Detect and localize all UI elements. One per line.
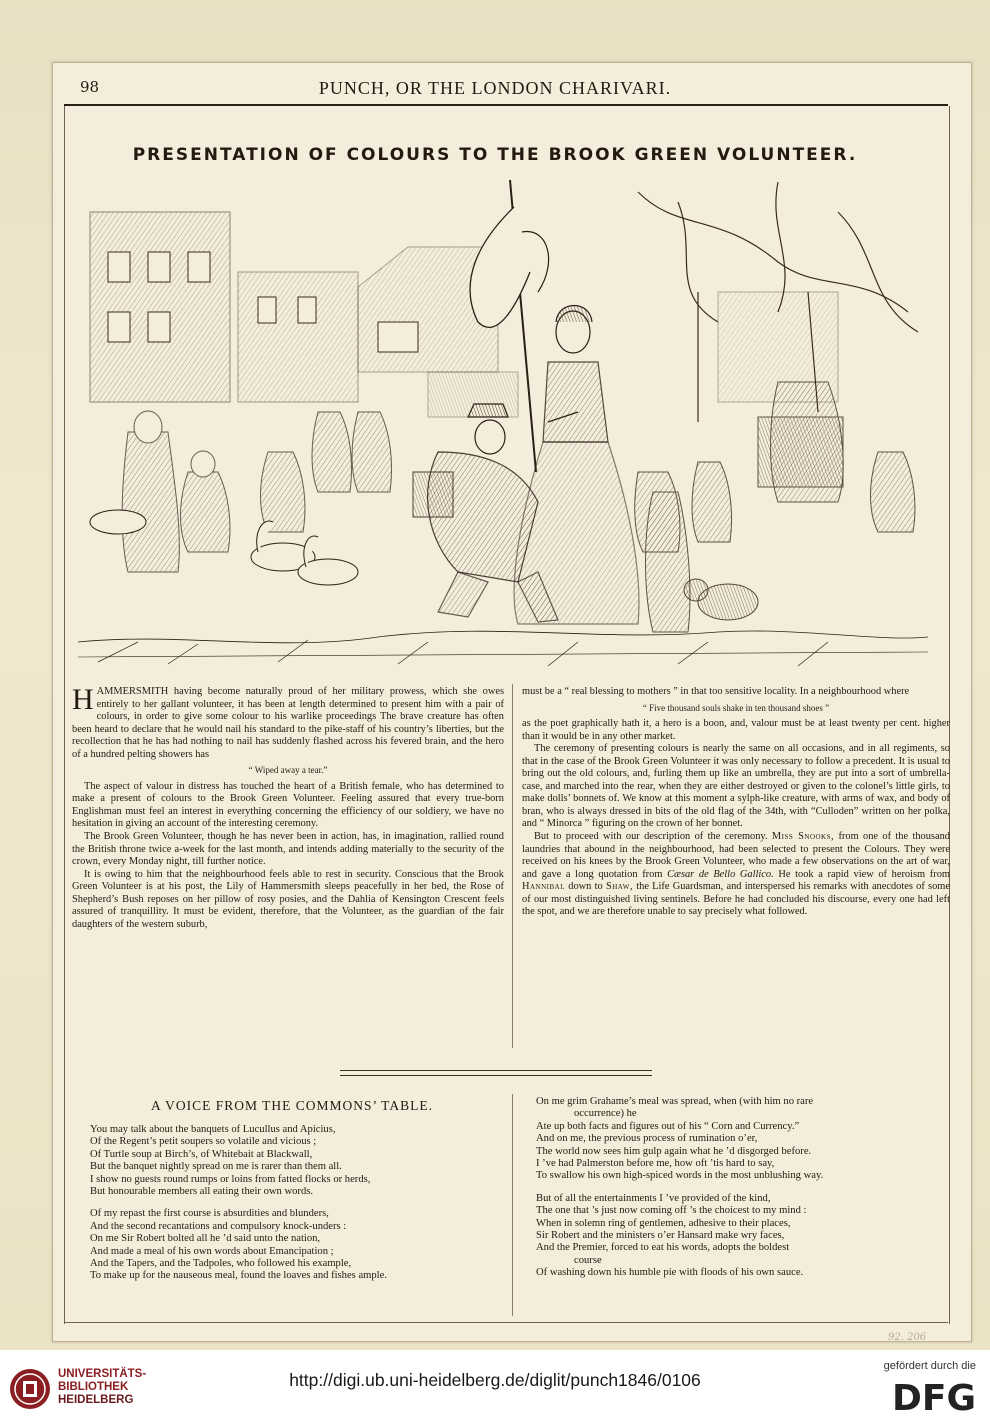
poem-line: When in solemn ring of gentlemen, adhesive to their places,: [536, 1217, 791, 1229]
page-bottom-rule: [64, 1322, 948, 1323]
ground: [78, 631, 928, 666]
poem-line: On me grim Grahame’s meal was spread, when (with him no rare: [536, 1096, 814, 1107]
institution-name: UNIVERSITÄTS- BIBLIOTHEK HEIDELBERG: [58, 1368, 147, 1406]
poem-line: You may talk about the banquets of Lucullus and Apicius,: [90, 1124, 336, 1135]
name-small-caps: Shaw,: [605, 881, 633, 893]
poem-line: The world now sees him gulp again what he ’d disgorged before.: [536, 1145, 812, 1157]
cartoon-title: PRESENTATION OF COLOURS TO THE BROOK GREEN VOLUNTEER.: [132, 145, 858, 165]
poem-line: The one that ’s just now coming off ’s the choicest to my mind :: [536, 1205, 807, 1217]
poem-line: But of all the entertainments I ’ve provided of the kind,: [536, 1192, 771, 1204]
paragraph: The ceremony of presenting colours is nearly the same on all occasions, and in all regiments, so that in the case of the Brook Green Volunteer it was only necessary to follow a precedent. It is usual to bring out the old colours, and, furling them up like an umbrella, they are put into a sort of umbrella-case, and marched into the rear, when they are either destroyed or given to the colonel’s little girls, to make dolls’ bonnets of. We know at this moment a sylph-like creature, with arms of wax, and body of bran, who is always dressed in bits of the old flag of the 34th, with “Culloden” written on her polka, and “ Minorca ” figuring on the crown of her bonnet.: [522, 743, 950, 830]
buildings: [90, 212, 518, 417]
paragraph: The Brook Green Volunteer, though he has never been in action, has, in imagination, rallied round the British throne twice a-week for the last month, and intends adding materially to the security of the crown, every Monday night, till further notice.: [72, 831, 504, 868]
engraving-svg: [78, 172, 928, 670]
poem-line: But honourable members all eating their own words.: [90, 1186, 314, 1198]
poem-line: I show no guests round rumps or loins from fatted flocks or herds,: [90, 1173, 371, 1185]
paragraph: as the poet graphically hath it, a hero is a boon, and, valour must be at least twenty per cent. higher than it would be in any other market.: [522, 718, 950, 742]
poem-stanza: [90, 1208, 508, 1282]
poem-line: Of the Regent’s petit soupers so volatile and vicious ;: [90, 1136, 317, 1148]
dfg-logo-text: DFG: [892, 1378, 976, 1414]
poem-line: And made a meal of his own words about Emancipation ;: [90, 1245, 334, 1257]
children-right: [635, 382, 915, 632]
name-small-caps: Miss Snooks,: [771, 831, 835, 843]
poem-line: And the Tapers, and the Tadpoles, who followed his example,: [90, 1258, 352, 1270]
poem-line: And on me, the previous process of rumination o’er,: [536, 1133, 758, 1145]
name-small-caps: Hannibal: [522, 881, 566, 893]
poem-right-column: [536, 1096, 946, 1290]
latin-title: Cæsar de Bello Gallico.: [667, 868, 774, 880]
paragraph: It is owing to him that the neighbourhood feels able to rest in security. Conscious that the Brook Green Volunteer is at his post, the Lily of Hammersmith sleeps peacefully in her bed, the Rose of Shepherd’s Bush reposes on her pillow of rosy posies, and the Dahlia of Kensington Crescent feels assured of tranquillity. It must be evident, therefore, that the Volunteer, as the guardian of the fair daughters of the western suburb,: [72, 868, 504, 930]
running-head: PUNCH, OR THE LONDON CHARIVARI.: [318, 78, 672, 98]
poem-line: occurrence) he: [574, 1108, 637, 1120]
paragraph: The aspect of valour in distress has touched the heart of a British female, who has determined to make a present of colours to the Brook Green Volunteer. Feeling assured that every true-born Englishman must feel an interest in everything concerning the efficiency of our soldiery, we have no hesitation in giving an account of the interesting ceremony.: [72, 780, 504, 830]
verse-quote: “ Five thousand souls shake in ten thousand shoes ”: [642, 702, 830, 713]
cartoon-illustration: [78, 172, 928, 670]
poem-line: Ate up both facts and figures out of his “ Corn and Currency.”: [536, 1120, 800, 1132]
poem-stanza: [536, 1193, 946, 1280]
poem-title: A VOICE FROM THE COMMONS’ TABLE.: [151, 1098, 433, 1113]
poem-stanza: [536, 1096, 946, 1183]
poem-line: To swallow his own high-spiced words in the most unblushing way.: [536, 1170, 824, 1182]
poem-line: Of my repast the first course is absurdities and blunders,: [90, 1208, 329, 1220]
poem-line: To make up for the nauseous meal, found the loaves and fishes ample.: [90, 1270, 387, 1282]
paragraph: AMMERSMITH having become naturally proud of her military prowess, which she owes entirely to her gallant volunteer, it has been at length determined to present him with a pair of colours, in order to give some colour to his warlike proceedings The brave creature has often been heard to declare that he would nail his standard to the pike-staff of his country’s liberties, but the recollection that he has had nothing to nail has suddenly flashed across his fevered brain, and the hero of a hundred pelting showers has: [72, 686, 504, 760]
section-divider-rule: [340, 1070, 652, 1076]
poem-line: On me Sir Robert bolted all he ’d said unto the nation,: [90, 1233, 321, 1245]
source-url-link[interactable]: http://digi.ub.uni-heidelberg.de/diglit/punch1846/0106: [289, 1370, 701, 1390]
verse-quote: “ Wiped away a tear.”: [248, 765, 328, 776]
poem-line: And the Premier, forced to eat his words, adopts the boldest: [536, 1242, 790, 1254]
poem-stanza: [90, 1124, 508, 1198]
poem-line: But the banquet nightly spread on me is rarer than them all.: [90, 1161, 342, 1173]
poem-line: Of washing down his humble pie with floods of his own sauce.: [536, 1267, 804, 1279]
digital-library-footer: [0, 1350, 990, 1423]
drop-cap: H: [72, 683, 94, 716]
dfg-logo: [890, 1376, 976, 1414]
article-left-column: [72, 683, 504, 931]
poem-line: course: [574, 1254, 602, 1266]
poem-line: Sir Robert and the ministers o’er Hansard make wry faces,: [536, 1230, 785, 1242]
column-divider: [512, 1094, 513, 1316]
poem-line: I ’ve had Palmerston before me, how oft ’tis hard to say,: [536, 1158, 775, 1170]
dog: [684, 579, 758, 620]
page-number: 98: [80, 78, 100, 96]
poem-left-column: [90, 1124, 508, 1293]
paragraph: But to proceed with our description of the ceremony. Miss Snooks, from one of the thousand laundries that abound in the neighbourhood, had been selected to present the Colours. They were received on his knees by the Brook Green Volunteer, who made a few observations on the art of war, and gave a long quotation from Cæsar de Bello Gallico. He took a rapid view of heroism from Hannibal down to Shaw, the Life Guardsman, and interspersed his remarks with anecdotes of some of our most distinguished living sentinels. Before he had concluded his discourse, every one had left the spot, and we are therefore unable to say precisely what followed.: [522, 831, 950, 918]
paragraph: must be a “ real blessing to mothers ” in that too sensitive locality. In a neighbourhood where: [522, 686, 910, 697]
poem-line: And the second recantations and compulsory knock-unders :: [90, 1220, 347, 1232]
pencil-note: 92. 206: [888, 1332, 927, 1343]
column-divider: [512, 684, 513, 1048]
funded-by-label: gefördert durch die: [883, 1360, 976, 1372]
article-right-column: [522, 686, 950, 919]
poem-line: Of Turtle soup at Birch’s, of Whitebait at Blackwall,: [90, 1148, 313, 1160]
